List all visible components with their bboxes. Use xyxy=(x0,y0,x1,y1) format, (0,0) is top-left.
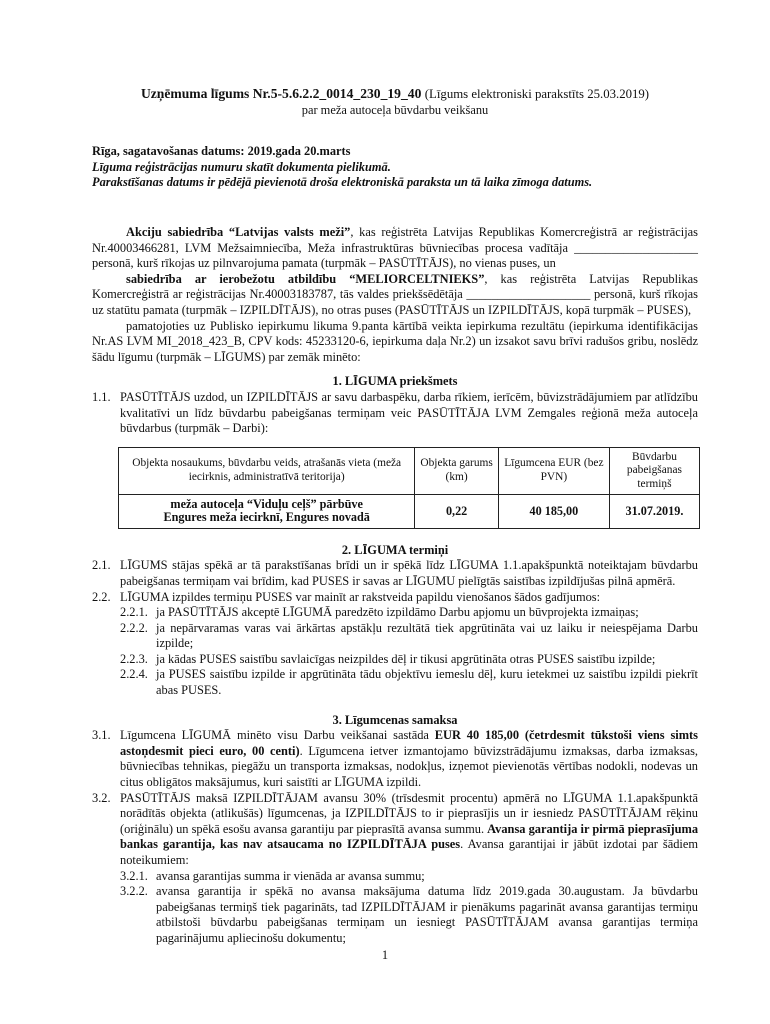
party-1-name: Akciju sabiedrība “Latvijas valsts meži” xyxy=(126,224,351,239)
clause-text-end: . Avansa garantijai ir jābūt izdotai par šādiem noteikumiem: xyxy=(120,837,698,867)
clause-number: 1.1. xyxy=(92,389,111,404)
cell-object-name-line-2: Engures meža iecirknī, Engures novadā xyxy=(163,510,370,525)
registration-note: Līguma reģistrācijas numuru skatīt dokumenta pielikumā. xyxy=(92,159,391,174)
basis-paragraph: pamatojoties uz Publisko iepirkumu likuma 9.panta kārtībā veikta iepirkuma rezultātu (iepirkuma identifikācijas Nr.AS LVM MI_2018_423_B, CPV kods: 45233120-6, iepirkuma daļa Nr.2) un izsakot savu brīvi radušos gribu, noslēdz šādu līgumu (turpmāk – LĪGUMS) par zemāk minēto: xyxy=(92,318,698,364)
clause-3-2 xyxy=(92,791,698,869)
contract-subtitle: par meža autoceļa būvdarbu veikšanu xyxy=(301,102,489,117)
cell-contract-price: 40 185,00 xyxy=(498,494,609,528)
clause-3-1 xyxy=(92,728,698,790)
clause-3-2-1 xyxy=(120,869,698,885)
cell-completion-date: 31.07.2019. xyxy=(609,494,699,528)
clause-number: 3.2. xyxy=(92,790,111,805)
clause-text: ja nepārvaramas varas vai ārkārtas apstākļu rezultātā tiek apgrūtināta vai uz laiku ir neiespējama Darbu izpilde; xyxy=(156,620,698,651)
clause-text-start: PASŪTĪTĀJS maksā IZPILDĪTĀJAM avansu 30% (trīsdesmit procentu) apmērā no LĪGUMA 1.1.apakšpunktā norādītās objekta (atlikušās) līgumcenas, ja IZPILDĪTĀJS to ir pieprasījis un ir iesniedz PASŪTĪTĀJAM rēķinu (oriģinālu) un spēkā esošu avansa garantiju par pieprasītā avansa summu. xyxy=(120,790,698,836)
clause-text: avansa garantijas summa ir vienāda ar avansa summu; xyxy=(156,868,425,883)
header-object-length: Objekta garums (km) xyxy=(415,447,499,494)
clause-number: 2.2.1. xyxy=(120,605,148,620)
clause-2-2 xyxy=(92,590,698,606)
clause-text xyxy=(120,728,698,790)
section-3-heading: 3. Līgumcenas samaksa xyxy=(332,712,458,727)
contract-title xyxy=(92,86,698,103)
clause-text-start: Līgumcena LĪGUMĀ minēto visu Darbu veikšanai sastāda xyxy=(120,728,435,743)
clause-2-2-1 xyxy=(120,605,698,621)
clause-number: 2.1. xyxy=(92,558,111,573)
header-completion-date: Būvdarbu pabeigšanas termiņš xyxy=(609,447,699,494)
party-2-text: , kas reģistrēta Latvijas Republikas Komercreģistrā ar reģistrācijas Nr.40003183787, tās valdes priekšsēdētāja ____________________ personā, kurš rīkojas uz statūtu pamata (turpmāk – IZPILDĪTĀJS), no otras puses (PASŪTĪTĀJS un IZPILDĪTĀJS, kopā turpmāk – PUSES), xyxy=(92,271,698,317)
contract-title-main: Uzņēmuma līgums Nr.5-5.6.2.2_0014_230_19_40 xyxy=(140,86,422,101)
clause-number: 2.2.4. xyxy=(120,667,148,682)
clause-text: LĪGUMS stājas spēkā ar tā parakstīšanas brīdi un ir spēkā līdz LĪGUMA 1.1.apakšpunktā noteiktajam būvdarbu pabeigšanas termiņam vai brīdim, kad PUSES ir savas ar LĪGUMU pielīgtās saistības izpildījušas pilnā apmērā. xyxy=(120,558,698,588)
clause-2-1 xyxy=(92,558,698,589)
cell-object-name-line-1: meža autoceļa “Viduļu ceļš” pārbūve xyxy=(170,496,363,511)
party-2-name: sabiedrība ar ierobežotu atbildību “MELIORCELTNIEKS” xyxy=(126,271,485,286)
clause-text: ja PASŪTĪTĀJS akceptē LĪGUMĀ paredzēto izpildāmo Darbu apjomu un būvprojekta izmaiņas; xyxy=(156,605,639,620)
clause-number: 3.1. xyxy=(92,728,111,743)
contract-title-note: (Līgums elektroniski parakstīts 25.03.2019) xyxy=(424,87,650,101)
party-1-text: , kas reģistrēta Latvijas Republikas Komercreģistrā ar reģistrācijas Nr.40003466281, LVM Mežsaimniecība, Meža infrastruktūras būvniecības procesa vadītāja ____________________ personā, kurš rīkojas uz pilnvarojuma pamata (turpmāk – PASŪTĪTĀJS), no vienas puses, un xyxy=(92,224,698,271)
clause-number: 3.2.2. xyxy=(120,884,148,899)
clause-text xyxy=(120,791,698,869)
guarantee-emphasis: Avansa garantija ir pirmā pieprasījuma bankas garantija, kas nav atsaucama no IZPILDĪTĀJA puses xyxy=(120,821,699,852)
clause-number: 2.2.3. xyxy=(120,651,148,666)
page-number: 1 xyxy=(381,948,389,962)
contract-price-amount: EUR 40 185,00 (četrdesmit tūkstoši viens simts astoņdesmit pieci euro, 00 centi) xyxy=(120,728,698,758)
clause-1-1 xyxy=(92,390,698,437)
clause-3-2-2 xyxy=(120,884,698,946)
clause-text: avansa garantija ir spēkā no avansa maksājuma datuma līdz 2019.gada 30.augustam. Ja būvdarbu pabeigšanas termiņš tiek pagarināts, tad IZPILDĪTĀJAM ir pienākums pagarināt avansa garantijas termiņu atbilstoši būvdarbu pabeigšanas termiņam un iesniegt PASŪTĪTĀJAM avansa garantijas termiņa pagarinājumu apliecinošu dokumentu; xyxy=(156,884,698,945)
table-row xyxy=(119,494,700,528)
clause-text: LĪGUMA izpildes termiņu PUSES var mainīt ar rakstveida papildu vienošanos šādos gadījumos: xyxy=(120,589,601,604)
section-1-heading: 1. LĪGUMA priekšmets xyxy=(332,374,458,389)
clause-text: ja PUSES saistību izpilde ir apgrūtināta tādu objektīvu iemeslu dēļ, kuru ietekmei uz saistību izpildi piekrīt abas PUSES. xyxy=(156,667,698,698)
section-2-heading: 2. LĪGUMA termiņi xyxy=(341,542,449,557)
clause-2-2-2 xyxy=(120,621,698,652)
place-date-line: Rīga, sagatavošanas datums: 2019.gada 20.marts xyxy=(92,144,351,159)
clause-number: 2.2.2. xyxy=(120,620,148,635)
object-table xyxy=(118,447,700,529)
party-1-paragraph xyxy=(92,225,698,272)
clause-2-2-3 xyxy=(120,652,698,668)
clause-2-2-4 xyxy=(120,667,698,698)
header-object-name: Objekta nosaukums, būvdarbu veids, atrašanās vieta (meža iecirknis, administratīvā teritorija) xyxy=(119,447,415,494)
clause-text-end: . Līgumcena ietver izmantojamo būvizstrādājumu izmaksas, darba izmaksas, būvniecības tehnikas, piegāžu un transporta izmaksas, nodokļus, izņemot pievienotās vērtības nodokli, nodevas un citus obligātos maksājumus, kuri saistīti ar LĪGUMA izpildi. xyxy=(120,743,698,790)
signature-date-note: Parakstīšanas datums ir pēdējā pievienotā droša elektroniskā paraksta un tā laika zīmoga datums. xyxy=(92,175,593,190)
clause-number: 2.2. xyxy=(92,589,111,604)
table-header-row xyxy=(119,447,700,494)
clause-number: 3.2.1. xyxy=(120,868,148,883)
clause-text: ja kādas PUSES saistību savlaicīgas neizpildes dēļ ir tikusi apgrūtināta otras PUSES saistību izpilde; xyxy=(156,651,656,666)
clause-text: PASŪTĪTĀJS uzdod, un IZPILDĪTĀJS ar savu darbaspēku, darba rīkiem, ierīcēm, būvizstrādājumiem par atlīdzību kvalitatīvi un līdz būvdarbu pabeigšanas termiņam veic PASŪTĪTĀJA LVM Zemgales reģionā meža autoceļa būvdarbus (turpmāk – Darbi): xyxy=(120,389,698,436)
cell-object-length: 0,22 xyxy=(415,494,499,528)
party-2-paragraph xyxy=(92,272,698,319)
cell-object-name xyxy=(119,494,415,528)
header-contract-price: Līgumcena EUR (bez PVN) xyxy=(498,447,609,494)
document-body xyxy=(92,86,698,947)
